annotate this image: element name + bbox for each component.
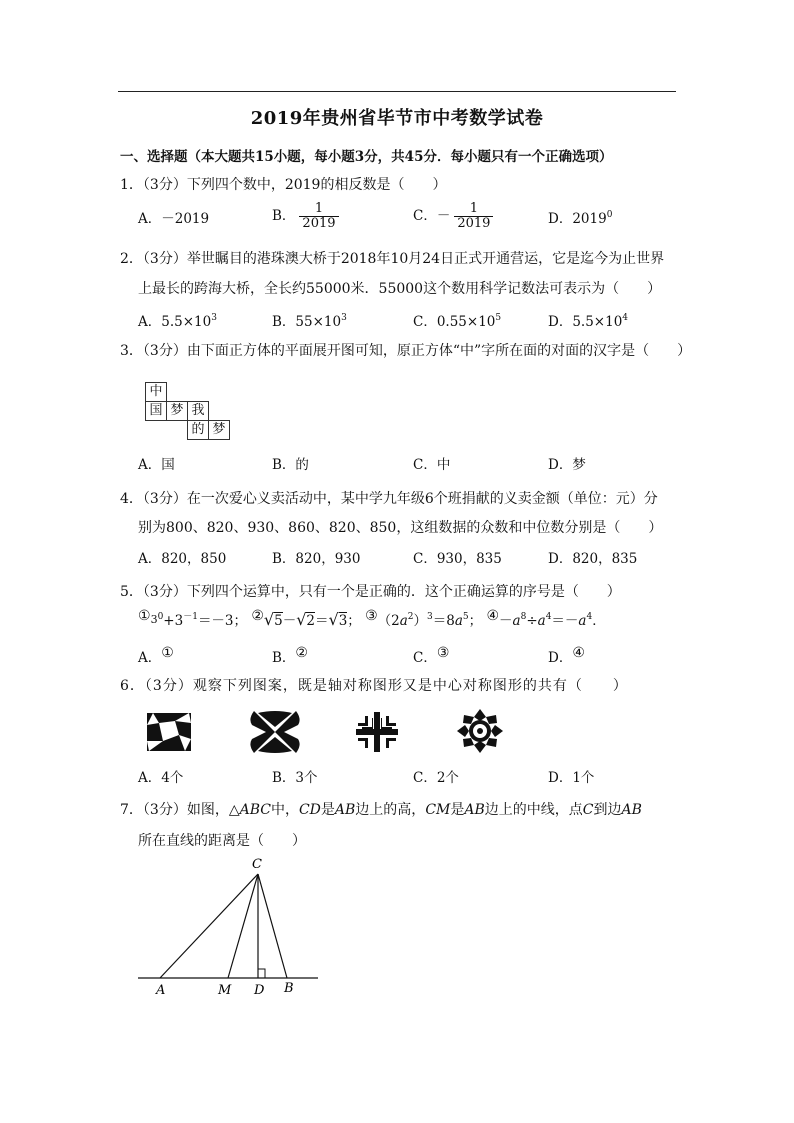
label-d: D [254, 983, 265, 998]
fraction: $\frac{1}{2019}$ [454, 202, 493, 231]
option-label: B． [272, 208, 296, 224]
question-2-line1: 2．（3分）举世瞩目的港珠澳大桥于2018年10月24日正式开通营运，它是迄今为止世界 [120, 251, 665, 267]
right-angle-mark [258, 969, 265, 978]
question-7-line1: 7．（3分）如图，△ABC中，CD是AB边上的高，CM是AB边上的中线，点C到边AB [120, 802, 642, 818]
q3-option-a[interactable]: A．国 [138, 457, 175, 473]
label-a: A [156, 983, 166, 998]
option-label: C．－ [413, 208, 451, 224]
q4-option-a[interactable]: A．820，850 [138, 551, 227, 567]
net-face-guo: 国 [145, 401, 167, 421]
q6-option-c[interactable]: C．2个 [413, 770, 459, 786]
q1-option-c[interactable] [413, 202, 493, 231]
q1-option-b[interactable] [272, 202, 339, 231]
q4-option-d[interactable]: D．820，835 [548, 551, 638, 567]
q5-option-c[interactable]: C．③ [413, 645, 450, 666]
label-b: B [284, 981, 294, 996]
question-5-expressions: $①^{30}+3^{-1}=-3$； ②√5－√2＝√3； $③(2a^2)^3=8a^5$； $④-a^8\div a^4=-a^4$． [138, 608, 606, 629]
q3-option-b[interactable]: B．的 [272, 457, 309, 473]
question-2-line2: 上最长的跨海大桥，全长约55000米．55000这个数用科学记数法可表示为（ ） [138, 281, 662, 297]
triangle-figure [130, 852, 330, 1002]
question-3-stem: 3．（3分）由下面正方体的平面展开图可知，原正方体“中”字所在面的对面的汉字是（ ） [120, 343, 692, 359]
question-5-stem: 5．（3分）下列四个运算中，只有一个是正确的．这个正确运算的序号是（ ） [120, 584, 621, 600]
fraction: $\frac{1}{2019}$ [299, 202, 338, 231]
q4-option-b[interactable]: B．820，930 [272, 551, 361, 567]
four-petal-knot-icon [248, 709, 302, 755]
flower-medallion-icon [455, 708, 505, 754]
q4-option-c[interactable]: C．930，835 [413, 551, 502, 567]
question-4-line2: 别为800、820、930、860、820、850，这组数据的众数和中位数分别是（ ） [138, 520, 663, 536]
pinwheel-square-icon [145, 711, 193, 753]
q1-option-a[interactable]: A．－2019 [138, 211, 210, 227]
q2-option-d[interactable]: D．$5.5\times 10^4$ [548, 313, 629, 330]
q5-option-a[interactable]: A．① [138, 645, 174, 666]
q2-option-b[interactable]: B．$55\times 10^3$ [272, 313, 347, 330]
section-heading: 一、选择题（本大题共15小题，每小题3分，共45分．每小题只有一个正确选项） [120, 149, 613, 165]
net-face-meng: 梦 [166, 401, 188, 421]
question-6-stem: 6．（3分）观察下列图案，既是轴对称图形又是中心对称图形的共有（ ） [120, 678, 628, 694]
net-face-zhong: 中 [145, 382, 167, 402]
q1-option-d[interactable]: D．2019$^0$ [548, 210, 613, 227]
net-face-meng-2: 梦 [208, 420, 230, 440]
question-1-stem: 1．（3分）下列四个数中，2019的相反数是（ ） [120, 177, 447, 193]
q2-option-a[interactable]: A．$5.5\times 10^3$ [138, 313, 217, 330]
q3-option-d[interactable]: D．梦 [548, 457, 586, 473]
label-c: C [252, 857, 262, 872]
cross-pattern-icon [352, 710, 402, 754]
header-rule [118, 91, 676, 92]
q6-option-a[interactable]: A．4个 [138, 770, 184, 786]
q6-option-d[interactable]: D．1个 [548, 770, 595, 786]
q2-option-c[interactable]: C．$0.55\times 10^5$ [413, 313, 502, 330]
q5-option-b[interactable]: B．② [272, 645, 308, 666]
side-cb [258, 874, 287, 978]
net-face-wo: 我 [187, 401, 209, 421]
net-face-de: 的 [187, 420, 209, 440]
q5-option-d[interactable]: D．④ [548, 645, 585, 666]
question-7-line2: 所在直线的距离是（ ） [138, 833, 306, 849]
question-4-line1: 4．（3分）在一次爱心义卖活动中，某中学九年级6个班捐献的义卖金额（单位：元）分 [120, 491, 658, 507]
q6-option-b[interactable]: B．3个 [272, 770, 318, 786]
page-title: 2019年贵州省毕节市中考数学试卷 [250, 108, 544, 129]
label-m: M [218, 983, 232, 998]
q3-option-c[interactable]: C．中 [413, 457, 451, 473]
sqrt-5: √ [263, 610, 275, 629]
